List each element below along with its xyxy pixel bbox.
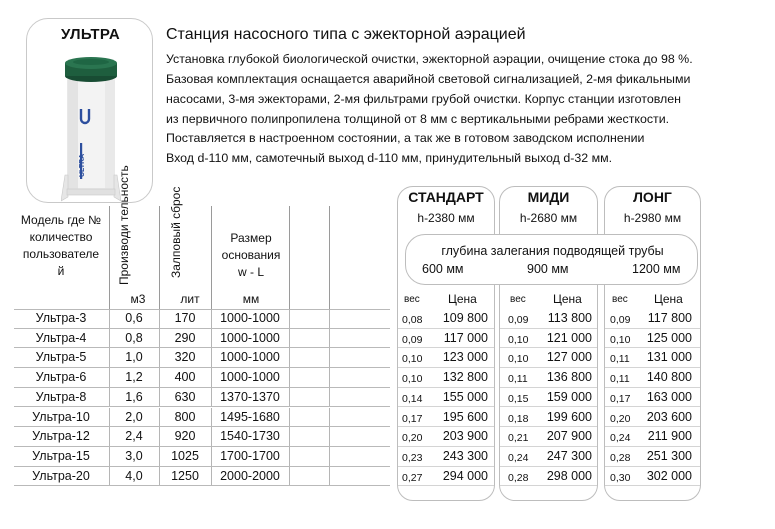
cell-productivity: 1,2 xyxy=(125,370,143,385)
cell-price-long: 125 000 xyxy=(646,330,692,345)
column-divider xyxy=(109,408,110,428)
column-divider xyxy=(329,447,330,467)
column-divider xyxy=(109,447,110,467)
column-divider xyxy=(289,329,290,349)
header-size-line: Размер xyxy=(230,231,272,245)
cell-productivity: 1,6 xyxy=(125,389,143,404)
column-divider xyxy=(289,427,290,447)
table-row xyxy=(0,309,775,329)
cell-productivity: 0,6 xyxy=(125,311,143,325)
cell-productivity: 2,0 xyxy=(125,409,143,424)
group-name-standard: СТАНДАРТ xyxy=(408,189,484,205)
column-divider xyxy=(329,467,330,487)
cell-price-midi: 113 800 xyxy=(547,311,592,325)
column-divider xyxy=(159,206,160,309)
table-row xyxy=(0,368,775,388)
cell-base-size: 1700-1700 xyxy=(220,448,280,463)
row-divider xyxy=(14,485,390,486)
cell-weight-midi: 0,11 xyxy=(508,373,528,386)
cell-weight-midi: 0,21 xyxy=(508,432,529,445)
pipe-depth-midi: 900 мм xyxy=(527,262,569,276)
cell-discharge: 1025 xyxy=(171,448,199,463)
column-divider xyxy=(159,388,160,408)
cell-model: Ультра-20 xyxy=(32,468,90,483)
column-divider xyxy=(329,309,330,329)
column-divider xyxy=(211,368,212,388)
column-divider xyxy=(329,368,330,388)
group-name-long: ЛОНГ xyxy=(633,189,672,205)
cell-base-size: 1540-1730 xyxy=(220,429,280,444)
description-line: насосами, 3-мя эжекторами, 2-мя фильтрами грубой очистки. Корпус станции изготовлен xyxy=(166,92,681,106)
column-divider xyxy=(289,447,290,467)
header-size-line: основания xyxy=(221,248,281,262)
cell-price-midi: 121 000 xyxy=(546,330,592,345)
column-divider xyxy=(109,206,110,309)
header-size-line: w - L xyxy=(237,265,264,279)
column-divider xyxy=(109,309,110,329)
weight-label-standard: вес xyxy=(404,294,420,305)
column-divider xyxy=(109,329,110,349)
column-divider xyxy=(159,408,160,428)
cell-base-size: 1000-1000 xyxy=(220,350,280,365)
cell-weight-standard: 0,14 xyxy=(402,392,423,405)
description-line: Базовая комплектация оснащается аварийной световой сигнализацией, 2-мя фикальными xyxy=(166,72,691,86)
cell-weight-long: 0,20 xyxy=(610,412,631,425)
cell-weight-long: 0,30 xyxy=(610,471,631,484)
column-divider xyxy=(159,427,160,447)
column-divider xyxy=(109,467,110,487)
cell-weight-long: 0,24 xyxy=(610,432,631,445)
cell-discharge: 170 xyxy=(174,311,196,325)
cell-price-standard: 243 300 xyxy=(442,448,488,463)
cell-weight-long: 0,28 xyxy=(610,451,631,464)
column-divider xyxy=(289,368,290,388)
cell-price-long: 117 800 xyxy=(647,311,692,325)
cell-discharge: 290 xyxy=(174,330,196,345)
group-height-long: h-2980 мм xyxy=(623,211,682,225)
column-divider xyxy=(211,348,212,368)
cell-model: Ультра-6 xyxy=(35,370,87,385)
column-divider xyxy=(289,388,290,408)
row-divider xyxy=(500,485,597,486)
cell-price-standard: 109 800 xyxy=(442,311,488,325)
cell-price-midi: 159 000 xyxy=(546,389,592,404)
price-label-midi: Цена xyxy=(553,292,582,306)
cell-price-long: 251 300 xyxy=(646,448,692,463)
cell-model: Ультра-15 xyxy=(32,448,90,463)
column-divider xyxy=(289,206,290,309)
cell-base-size: 1000-1000 xyxy=(220,330,280,345)
header-size xyxy=(213,230,289,281)
column-divider xyxy=(211,388,212,408)
header-model-line: й xyxy=(57,264,65,278)
column-divider xyxy=(211,206,212,309)
header-productivity: Производи тельность xyxy=(117,165,131,285)
cell-discharge: 400 xyxy=(174,370,196,385)
column-divider xyxy=(109,388,110,408)
cell-base-size: 1370-1370 xyxy=(220,389,280,404)
cell-price-long: 302 000 xyxy=(646,468,692,483)
product-card xyxy=(26,18,153,203)
cell-price-midi: 199 600 xyxy=(546,409,592,424)
column-divider xyxy=(289,309,290,329)
cell-price-standard: 155 000 xyxy=(442,389,488,404)
table-row xyxy=(0,348,775,368)
pipe-depth-standard: 600 мм xyxy=(422,262,464,276)
cell-productivity: 3,0 xyxy=(125,448,143,463)
page-title: Станция насосного типа с эжекторной аэрацией xyxy=(166,26,526,43)
row-divider xyxy=(398,485,494,486)
pipe-depth-title: глубина залегания подводящей трубы xyxy=(441,244,664,258)
column-divider xyxy=(289,467,290,487)
cell-price-long: 211 900 xyxy=(647,429,692,444)
cell-price-long: 163 000 xyxy=(646,389,692,404)
cell-price-standard: 195 600 xyxy=(442,409,488,424)
cell-price-long: 131 000 xyxy=(646,350,692,365)
cell-weight-long: 0,10 xyxy=(610,333,631,346)
cell-weight-midi: 0,15 xyxy=(508,392,529,405)
cell-weight-standard: 0,08 xyxy=(402,314,423,326)
cell-model: Ультра-4 xyxy=(35,330,87,345)
column-divider xyxy=(211,447,212,467)
cell-price-midi: 136 800 xyxy=(546,370,592,385)
group-name-midi: МИДИ xyxy=(527,189,570,205)
table-row xyxy=(0,388,775,408)
description-line: Вход d-110 мм, самотечный выход d-110 мм, принудительный выход d-32 мм. xyxy=(166,151,613,165)
cell-weight-standard: 0,27 xyxy=(402,471,423,484)
cell-price-standard: 117 000 xyxy=(443,330,488,345)
cell-weight-midi: 0,18 xyxy=(508,412,529,425)
column-divider xyxy=(159,368,160,388)
group-height-standard: h-2380 мм xyxy=(417,211,475,225)
description-line: Поставляется в настроенном состоянии, а так же в готовом заводском исполнении xyxy=(166,131,645,145)
cell-price-midi: 298 000 xyxy=(546,468,592,483)
column-divider xyxy=(329,408,330,428)
column-divider xyxy=(211,467,212,487)
cell-weight-midi: 0,28 xyxy=(508,471,529,484)
cell-model: Ультра-3 xyxy=(35,311,87,325)
table-row xyxy=(0,467,775,487)
column-divider xyxy=(109,348,110,368)
cell-price-standard: 132 800 xyxy=(442,370,488,385)
cell-weight-long: 0,11 xyxy=(610,373,630,386)
cell-productivity: 2,4 xyxy=(125,429,143,444)
cell-discharge: 920 xyxy=(174,429,196,444)
header-model-line: количество xyxy=(29,230,93,244)
cell-discharge: 320 xyxy=(174,350,196,365)
brand-text: ULTRA xyxy=(79,153,86,177)
cell-model: Ультра-8 xyxy=(35,389,87,404)
column-divider xyxy=(329,206,330,309)
cell-discharge: 1250 xyxy=(171,468,199,483)
cell-weight-long: 0,17 xyxy=(610,392,631,405)
cell-weight-midi: 0,09 xyxy=(508,314,529,326)
column-divider xyxy=(109,427,110,447)
cell-price-midi: 207 900 xyxy=(546,429,592,444)
pipe-depth-box xyxy=(405,234,698,285)
cell-productivity: 0,8 xyxy=(125,330,143,345)
description-line: из первичного полипропилена толщиной от 8 мм с вертикальными ребрами жесткости. xyxy=(166,112,670,126)
column-divider xyxy=(159,329,160,349)
cell-price-standard: 294 000 xyxy=(442,468,488,483)
pipe-depth-long: 1200 мм xyxy=(632,262,681,276)
header-size-unit: мм xyxy=(242,292,260,306)
cell-price-long: 140 800 xyxy=(646,370,692,385)
column-divider xyxy=(159,467,160,487)
cell-weight-standard: 0,10 xyxy=(402,373,423,386)
cell-weight-standard: 0,09 xyxy=(402,333,423,346)
cell-weight-long: 0,11 xyxy=(610,353,630,366)
weight-label-long: вес xyxy=(612,294,628,305)
column-divider xyxy=(329,348,330,368)
column-divider xyxy=(289,348,290,368)
cell-base-size: 1000-1000 xyxy=(220,311,280,325)
column-divider xyxy=(211,408,212,428)
cell-weight-standard: 0,20 xyxy=(402,432,423,445)
cell-price-midi: 247 300 xyxy=(546,448,592,463)
header-discharge: Залповый сброс xyxy=(169,186,183,278)
cell-price-midi: 127 000 xyxy=(546,350,592,365)
product-name: УЛЬТРА xyxy=(60,26,121,43)
cell-base-size: 1000-1000 xyxy=(220,370,280,385)
cell-model: Ультра-10 xyxy=(32,409,90,424)
weight-label-midi: вес xyxy=(510,294,526,305)
header-model xyxy=(14,212,108,280)
price-label-long: Цена xyxy=(654,292,683,306)
column-divider xyxy=(211,309,212,329)
row-divider xyxy=(605,485,700,486)
cell-productivity: 4,0 xyxy=(125,468,143,483)
cell-weight-standard: 0,17 xyxy=(402,412,423,425)
column-divider xyxy=(329,388,330,408)
column-divider xyxy=(329,329,330,349)
description-line: Установка глубокой биологической очистки, эжекторной аэрации, очищение стока до 98 %. xyxy=(166,52,693,66)
column-divider xyxy=(329,427,330,447)
cell-price-long: 203 600 xyxy=(646,409,692,424)
table-row xyxy=(0,329,775,349)
cell-base-size: 1495-1680 xyxy=(220,409,280,424)
header-discharge-unit: лит xyxy=(180,292,200,306)
table-row xyxy=(0,447,775,467)
septic-tank-unit-icon xyxy=(61,55,121,203)
price-label-standard: Цена xyxy=(448,292,477,306)
column-divider xyxy=(159,309,160,329)
cell-model: Ультра-5 xyxy=(35,350,87,365)
cell-base-size: 2000-2000 xyxy=(220,468,280,483)
group-height-midi: h-2680 мм xyxy=(519,211,578,225)
table-row xyxy=(0,427,775,447)
cell-weight-standard: 0,10 xyxy=(402,353,423,366)
cell-model: Ультра-12 xyxy=(32,429,90,444)
cell-weight-standard: 0,23 xyxy=(402,451,423,464)
column-divider xyxy=(289,408,290,428)
cell-discharge: 800 xyxy=(174,409,196,424)
column-divider xyxy=(211,329,212,349)
cell-discharge: 630 xyxy=(174,389,196,404)
cell-weight-long: 0,09 xyxy=(610,314,631,326)
header-model-line: пользователе xyxy=(22,247,100,261)
header-productivity-unit: м3 xyxy=(130,292,146,306)
cell-weight-midi: 0,24 xyxy=(508,451,529,464)
table-row xyxy=(0,408,775,428)
cell-weight-midi: 0,10 xyxy=(508,353,529,366)
column-divider xyxy=(159,447,160,467)
cell-price-standard: 203 900 xyxy=(442,429,488,444)
cell-productivity: 1,0 xyxy=(125,350,143,365)
column-divider xyxy=(109,368,110,388)
cell-price-standard: 123 000 xyxy=(442,350,488,365)
cell-weight-midi: 0,10 xyxy=(508,333,529,346)
header-model-line: Модель где № xyxy=(20,213,102,227)
column-divider xyxy=(159,348,160,368)
column-divider xyxy=(211,427,212,447)
